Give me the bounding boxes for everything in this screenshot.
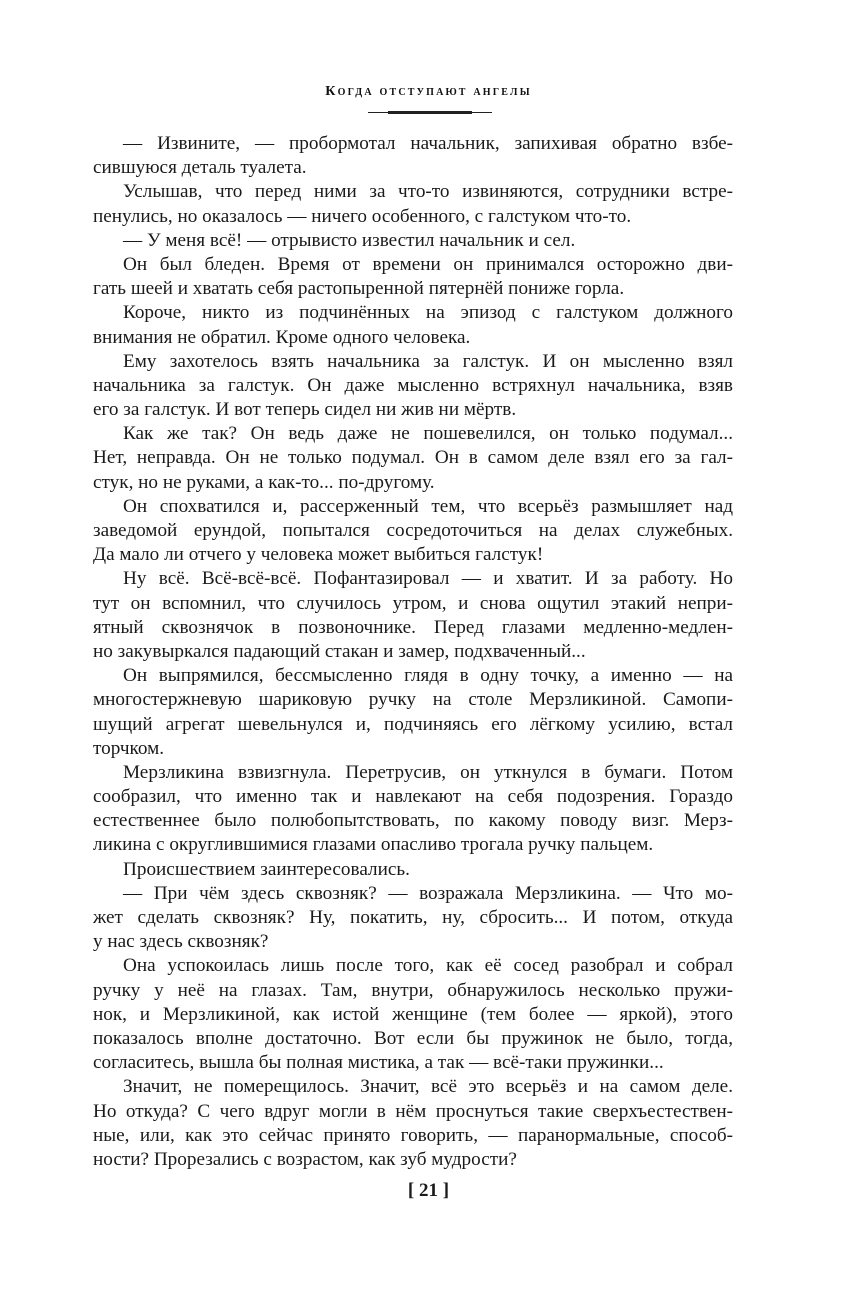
- text-line: Да мало ли отчего у человека может выбиться галстук!: [93, 544, 544, 566]
- text-line: жет сделать сквозняк? Ну, покатить, ну, сбросить... И потом, откуда: [93, 907, 733, 928]
- text-line: — Извините, — пробормотал начальник, запихивая обратно взбе-: [123, 133, 733, 154]
- text-line: Как же так? Он ведь даже не пошевелился, он только подумал...: [123, 423, 733, 445]
- text-line: многостержневую шариковую ручку на столе Мерзликиной. Самопи-: [93, 689, 733, 711]
- text-line: шущий агрегат шевельнулся и, подчиняясь его лёгкому усилию, встал: [93, 713, 733, 735]
- body-text: [93, 132, 733, 1172]
- text-line: Он спохватился и, рассерженный тем, что всерьёз размышляет над: [123, 495, 733, 517]
- text-line: его за галстук. И вот теперь сидел ни жив ни мёртв.: [93, 399, 517, 421]
- text-line: ные, или, как это сейчас принято говорить, — паранормальные, способ-: [93, 1124, 733, 1146]
- text-line: сообразил, что именно так и навлекают на себя подозрения. Гораздо: [93, 786, 733, 808]
- text-line: внимания не обратил. Кроме одного человека.: [93, 326, 471, 348]
- text-line: торчком.: [93, 737, 165, 759]
- text-line: начальника за галстук. Он даже мысленно встряхнул начальника, взяв: [93, 374, 733, 396]
- text-line: Услышав, что перед ними за что-то извиняются, сотрудники встре-: [123, 181, 733, 203]
- text-line: Мерзликина взвизгнула. Перетрусив, он уткнулся в бумаги. Потом: [123, 761, 733, 783]
- text-line: Ему захотелось взять начальника за галстук. И он мысленно взял: [123, 350, 733, 372]
- text-line: Ну всё. Всё-всё-всё. Пофантазировал — и хватит. И за работу. Но: [123, 568, 733, 590]
- text-line: Короче, никто из подчинённых на эпизод с галстуком должного: [123, 302, 733, 324]
- text-line: Значит, не померещилось. Значит, всё это всерьёз и на самом деле.: [123, 1076, 733, 1098]
- text-line: естественнее было полюбопытствовать, по какому поводу визг. Мерз-: [93, 810, 733, 832]
- text-line: пенулись, но оказалось — ничего особенного, с галстуком что-то.: [93, 205, 632, 227]
- text-line: но закувыркался падающий стакан и замер, подхваченный...: [93, 640, 586, 662]
- text-line: ликина с округлившимися глазами опасливо трогала ручку пальцем.: [93, 834, 654, 856]
- text-line: Он был бледен. Время от времени он принимался осторожно дви-: [123, 253, 733, 275]
- text-line: ручку у неё на глазах. Там, внутри, обнаружилось несколько пружи-: [93, 979, 733, 1001]
- page-number: [ 21 ]: [407, 1180, 450, 1201]
- text-line: сившуюся деталь туалета.: [93, 157, 307, 179]
- text-line: показалось вполне достаточно. Вот если бы пружинок не было, тогда,: [93, 1027, 733, 1049]
- text-line: Но откуда? С чего вдруг могли в нём проснуться такие сверхъестествен-: [93, 1100, 733, 1122]
- text-line: заведомой ерундой, попытался сосредоточиться на делах служебных.: [93, 520, 733, 541]
- text-line: нок, и Мерзликиной, как истой женщине (тем более — яркой), этого: [93, 1003, 733, 1025]
- text-line: у нас здесь сквозняк?: [93, 931, 269, 953]
- text-line: Происшествием заинтересовались.: [123, 858, 410, 880]
- text-line: стук, но не руками, а как-то... по-другому.: [93, 471, 435, 493]
- text-line: согласитесь, вышла бы полная мистика, а так — всё-таки пружинки...: [93, 1052, 664, 1074]
- text-line: тут он вспомнил, что случилось утром, и снова ощутил этакий непри-: [93, 592, 733, 614]
- text-line: Она успокоилась лишь после того, как её сосед разобрал и собрал: [123, 955, 733, 977]
- running-head-rule-accent: [388, 111, 472, 114]
- text-line: ятный сквознячок в позвоночнике. Перед глазами медленно-медлен-: [93, 616, 733, 638]
- text-line: гать шеей и хватать себя растопыренной пятернёй пониже горла.: [93, 278, 625, 300]
- text-line: Он выпрямился, бессмысленно глядя в одну точку, а именно — на: [123, 665, 733, 687]
- text-line: — При чём здесь сквозняк? — возражала Мерзликина. — Что мо-: [123, 882, 733, 904]
- text-line: — У меня всё! — отрывисто известил начальник и сел.: [123, 229, 576, 251]
- running-head: Когда отступают ангелы: [325, 84, 532, 99]
- text-line: ности? Прорезались с возрастом, как зуб мудрости?: [93, 1148, 517, 1170]
- text-line: Нет, неправда. Он не только подумал. Он в самом деле взял его за гал-: [93, 447, 733, 469]
